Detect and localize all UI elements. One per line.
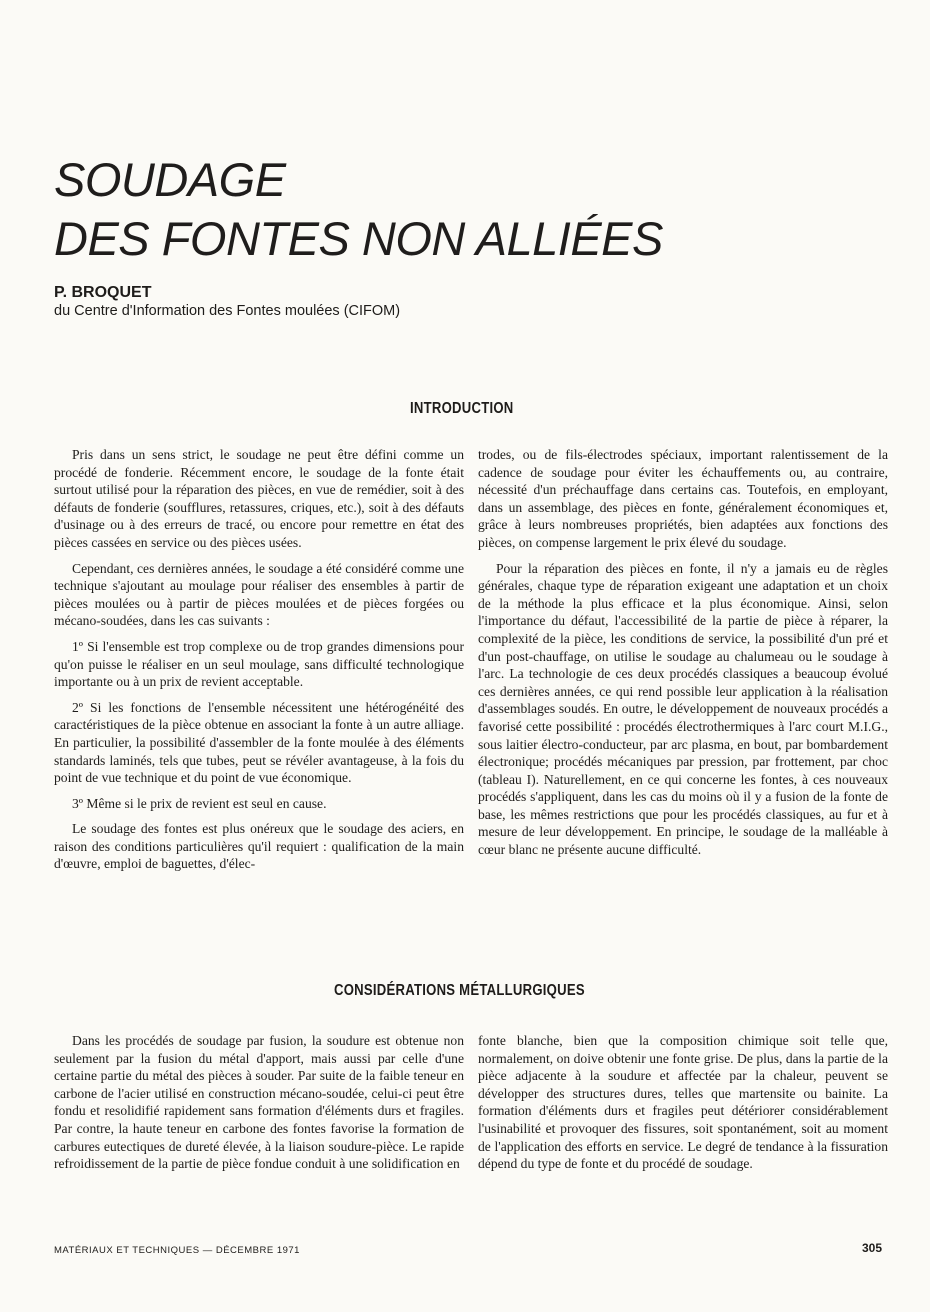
paragraph: Le soudage des fontes est plus onéreux que le soudage des aciers, en raison des conditions particulières qu'il requiert : qualification de la main d'œuvre, emploi de baguettes, d'élec-	[54, 821, 464, 872]
paragraph: fonte blanche, bien que la composition chimique soit telle que, normalement, on doive obtenir une fonte grise. De plus, dans la partie de la pièce adjacente à la soudure et affectée par la chaleur, peuvent se développer des structures dures, telles que martensite ou bainite. La formation d'éléments durs et fragiles peut détériorer considérablement l'usinabilité et provoquer des fissures, soit spontanément, soit au moment de l'application des efforts en service. Le degré de tendance à la fissuration dépend du type de fonte et du procédé de soudage.	[478, 1033, 888, 1172]
author-name: P. BROQUET	[54, 284, 152, 301]
introduction-right-column	[478, 446, 888, 867]
paragraph: Cependant, ces dernières années, le soudage a été considéré comme une technique s'ajoutant au moulage pour réaliser des ensembles à partir de pièces moulées ou à partir de pièces moulées et de pièces forgées ou mécano-soudées, dans les cas suivants :	[54, 560, 464, 629]
article-title	[54, 150, 663, 268]
introduction-heading: INTRODUCTION	[410, 400, 514, 417]
metallurgy-right-column	[478, 1032, 888, 1181]
article-title-line-2: DES FONTES NON ALLIÉES	[54, 212, 663, 265]
paragraph: 3º Même si le prix de revient est seul en cause.	[72, 795, 327, 811]
paragraph: Pris dans un sens strict, le soudage ne peut être défini comme un procédé de fonderie. Récemment encore, le soudage de la fonte était surtout utilisé pour la réparation des pièces, en vue de remédier, soit à des défauts de fonderie (soufflures, retassures, criques, etc.), soit à des défauts d'usinage ou à des erreurs de tracé, ou encore pour remettre en état des pièces cassées en service ou des pièces usées.	[54, 447, 464, 550]
journal-footer: MATÉRIAUX ET TECHNIQUES — DÉCEMBRE 1971	[54, 1245, 300, 1256]
paragraph: 2º Si les fonctions de l'ensemble nécessitent une hétérogénéité des caractéristiques de la pièce obtenue en associant la fonte à un autre alliage. En particulier, la possibilité d'assembler de la fonte moulée à des éléments standards laminés, tels que tubes, peut se révéler avantageuse, à la fois du point de vue technique et du point de vue économique.	[54, 699, 464, 786]
introduction-left-column	[54, 446, 464, 881]
article-title-line-1: SOUDAGE	[54, 153, 286, 206]
paragraph: 1º Si l'ensemble est trop complexe ou de trop grandes dimensions pour qu'on puisse le réaliser en un seul moulage, sans difficulté technologique importante ou à un prix de revient acceptable.	[54, 638, 464, 690]
paragraph: Dans les procédés de soudage par fusion, la soudure est obtenue non seulement par la fusion du métal d'apport, mais aussi par celle d'une certaine partie du métal des pièces à souder. Par suite de la faible teneur en carbone de l'acier utilisé en construction mécano-soudée, celui-ci peut être fondu et resolidifié rapidement sans formation d'éléments durs et fragiles. Par contre, la haute teneur en carbone des fontes favorise la formation de carbures eutectiques de dureté élevée, à la liaison soudure-pièce. Le rapide refroidissement de la partie de pièce fondue conduit à une solidification en	[54, 1033, 464, 1172]
page-number: 305	[862, 1241, 883, 1255]
paragraph: Pour la réparation des pièces en fonte, il n'y a jamais eu de règles générales, chaque type de réparation exigeant une adaptation et un choix de la méthode la plus efficace et la plus économique. Ainsi, selon l'importance du défaut, l'accessibilité de la partie de pièce à réparer, la complexité de la pièce, les conditions de service, la possibilité d'un pré et d'un post-chauffage, on utilise le soudage au chalumeau ou le soudage à l'arc. La technologie de ces deux procédés classiques a beaucoup évolué ces dernières années, ce qui rend possible leur application à la réalisation d'assemblages soudés. En outre, le développement de nouveaux procédés a favorisé cette possibilité : procédés électrothermiques à l'arc court M.I.G., sous laitier électro-conducteur, par arc plasma, en bout, par bombardement électronique; procédés mécaniques par pression, par frottement, par choc (tableau I). Naturellement, en ce qui concerne les fontes, à ces nouveaux procédés s'appliquent, dans les cas du moins où il y a fusion de la fonte de base, les mêmes restrictions que pour les procédés classiques, au fur et à mesure de leur développement. En principe, le soudage de la malléable à cœur blanc ne présente aucune difficulté.	[478, 560, 888, 858]
paragraph: trodes, ou de fils-électrodes spéciaux, important ralentissement de la cadence de soudage pour éviter les échauffements ou, au contraire, nécessité d'un préchauffage dans certains cas. Toutefois, en employant, dans un assemblage, des pièces en fonte, généralement économiques et, grâce à leurs nombreuses propriétés, bien adaptées aux fonctions des pièces, on compense largement le prix élevé du soudage.	[478, 447, 888, 550]
metallurgy-heading: CONSIDÉRATIONS MÉTALLURGIQUES	[334, 982, 585, 999]
author-affiliation: du Centre d'Information des Fontes moulées (CIFOM)	[54, 303, 401, 319]
metallurgy-left-column	[54, 1032, 464, 1181]
